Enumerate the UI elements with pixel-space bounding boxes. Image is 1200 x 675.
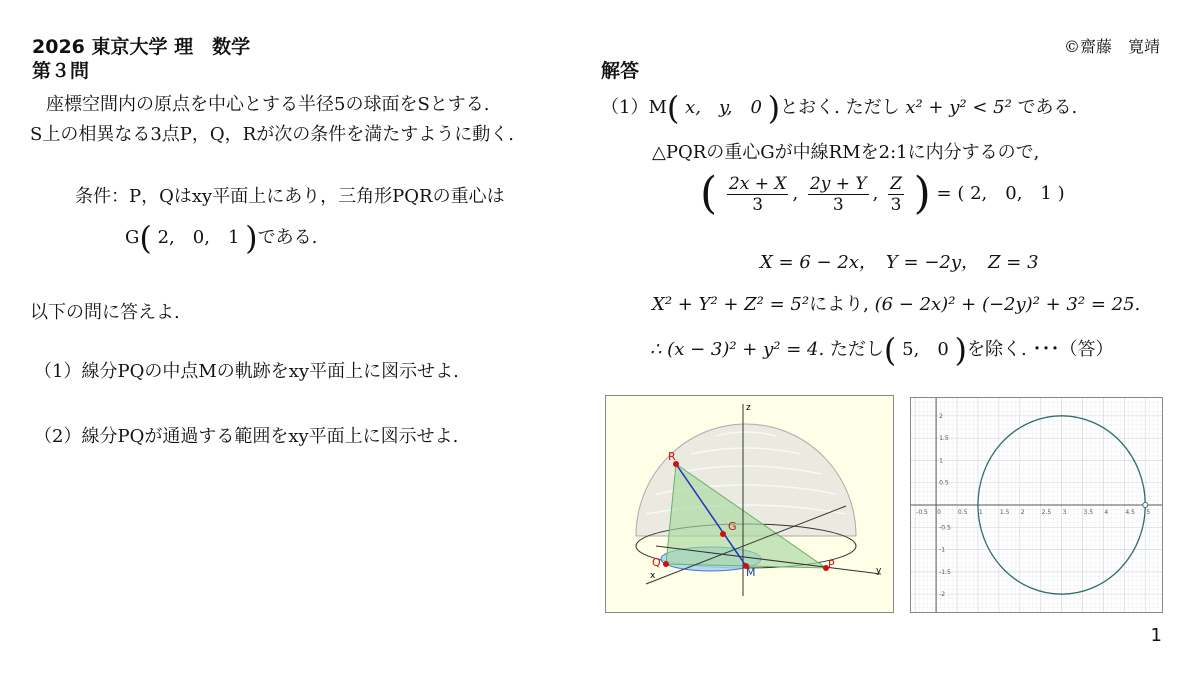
locus-plot-svg [911,398,1162,612]
x-tick-label: 4.5 [1125,509,1135,516]
label-p: P [828,558,835,571]
condition-tail: である. [257,227,318,248]
label-x: x [650,571,656,581]
solution-line-4: X = 6 − 2x， Y = −2y， Z = 3 [760,252,1039,273]
x-tick-label: 2.5 [1041,509,1052,516]
sphere-diagram-svg [606,396,893,612]
point-g-coords: 2, 0, 1 [157,227,240,248]
point-g [720,531,726,537]
subquestion-1: （1）線分PQの中点Mの軌跡をxy平面上に図示せよ. [34,361,459,382]
label-y: y [876,566,882,576]
x-tick-label: 3 [1062,509,1067,516]
problem-line-1: 座標空間内の原点を中心とする半径5の球面をSとする. [46,94,490,115]
y-tick-label: -0.5 [939,524,951,532]
x-tick-label: 0 [937,509,941,516]
y-tick-label: 1 [939,457,943,465]
y-tick-label: -2 [939,591,946,599]
label-m: M [746,566,756,579]
point-g-label: G [125,227,140,248]
y-tick-label: -1.5 [939,568,951,576]
y-tick-label: -1 [939,546,946,554]
label-r: R [668,450,676,463]
condition-line-1: 条件：P，Qはxy平面上にあり，三角形PQRの重心は [75,186,505,207]
point-q [663,561,669,567]
solution-line-6: ∴ (x − 3)² + y² = 4. ただし( 5, 0 )を除く. ･･･（答） [650,331,1114,369]
centroid-equation: ( $\frac{2x + X}{3}$ , $\frac{2y + Y}{3}$ , $\frac{Z}{3}$ ) = ( 2, 0, 1 ) [700,168,1065,219]
y-tick-label: 2 [939,412,943,420]
x-tick-label: 4 [1104,509,1109,516]
fraction-y: $\frac{2y + Y}{3}$ [809,173,867,215]
condition-line-2: G( 2, 0, 1 )である. [125,219,318,257]
y-tick-label: 1.5 [939,435,949,443]
label-g: G [728,520,737,533]
x-tick-label: 5 [1146,509,1151,516]
solution-line-1: （1）M( x, y, 0 )とおく. ただし x² + y² < 5² である. [601,89,1078,127]
x-tick-label: -0.5 [916,509,928,516]
x-tick-label: 3.5 [1083,509,1094,516]
label-z: z [746,403,751,413]
solution-line-2: △PQRの重心Gが中線RMを2:1に内分するので, [652,142,1040,163]
subquestion-2: （2）線分PQが通過する範囲をxy平面上に図示せよ. [34,426,459,447]
figure-2d-locus [910,397,1163,613]
copyright: ©齋藤 寛靖 [1063,37,1160,56]
question-label: 第３問 [32,60,90,82]
x-tick-label: 1 [978,509,983,516]
answer-label: 解答 [601,60,640,82]
page-number: 1 [1150,625,1162,646]
x-tick-label: 1.5 [999,509,1010,516]
header-title: 2026 東京大学 理 数学 [32,36,251,58]
fraction-x: $\frac{2x + X}{3}$ [728,173,787,215]
label-q: Q [652,556,661,569]
figure-3d-sphere [605,395,894,613]
problem-line-2: S上の相異なる3点P，Q，Rが次の条件を満たすように動く. [30,124,514,145]
excluded-point [1143,503,1148,508]
fraction-z: $\frac{Z}{3}$ [890,173,902,215]
x-tick-label: 0.5 [958,509,968,516]
x-tick-label: 2 [1020,509,1025,516]
y-tick-label: 0.5 [939,479,949,487]
solution-line-5: X² + Y² + Z² = 5²により, (6 − 2x)² + (−2y)² + 3² = 25. [652,294,1141,315]
answer-mark: ･･･（答） [1032,339,1114,360]
ask-line: 以下の問に答えよ. [30,302,180,323]
